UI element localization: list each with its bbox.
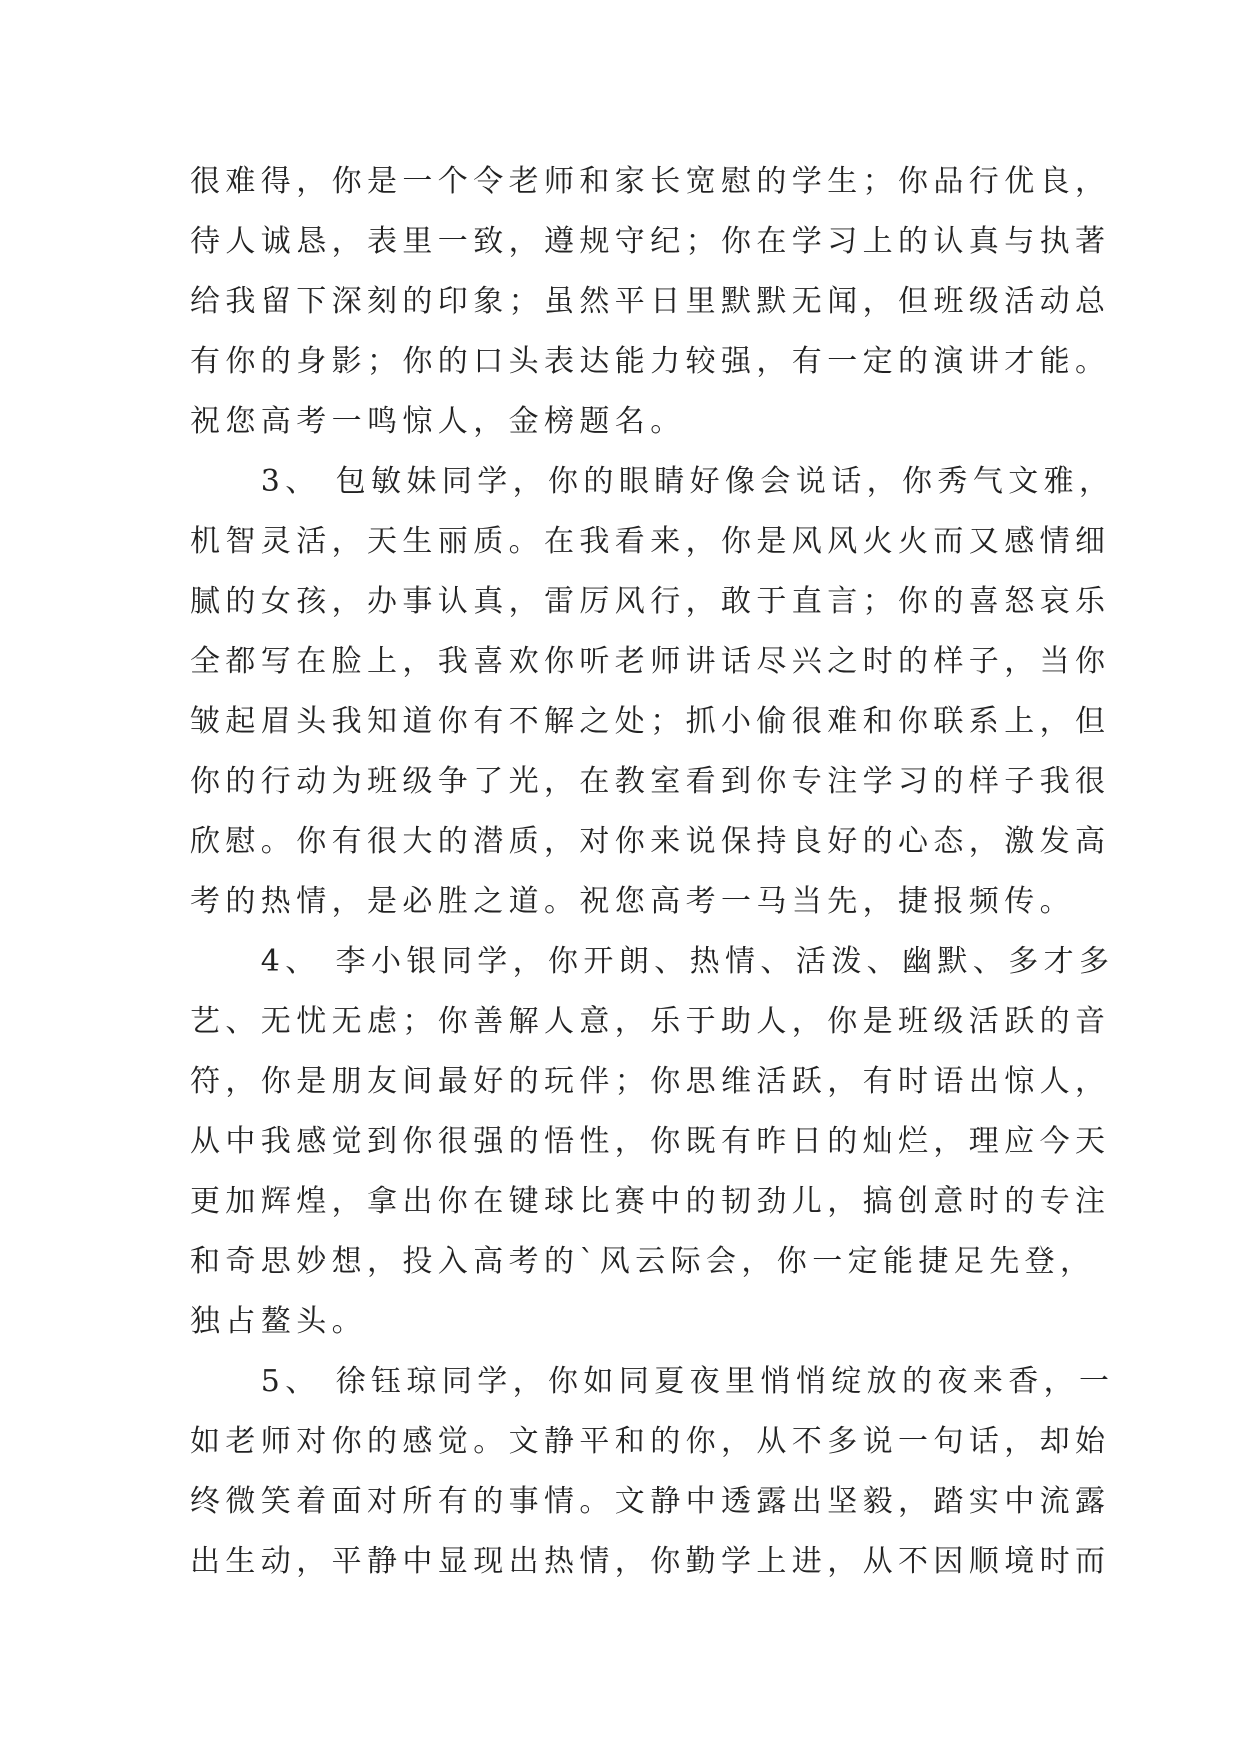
paragraph-4-first-line: 4、 李小银同学，你开朗、热情、活泼、幽默、多才多 [190, 944, 1115, 979]
text-line: 给我留下深刻的印象；虽然平日里默默无闻，但班级活动总 [190, 284, 1111, 319]
text-line: 和奇思妙想，投入高考的`风云际会，你一定能捷足先登， [190, 1244, 1096, 1279]
text-line: 腻的女孩，办事认真，雷厉风行，敢于直言；你的喜怒哀乐 [190, 584, 1111, 619]
text-line: 机智灵活，天生丽质。在我看来，你是风风火火而又感情细 [190, 524, 1111, 559]
text-line: 艺、无忧无虑；你善解人意，乐于助人，你是班级活跃的音 [190, 1004, 1111, 1039]
text-line: 出生动，平静中显现出热情，你勤学上进，从不因顺境时而 [190, 1544, 1111, 1579]
text-line: 更加辉煌，拿出你在键球比赛中的韧劲儿，搞创意时的专注 [190, 1184, 1111, 1219]
text-line: 终微笑着面对所有的事情。文静中透露出坚毅，踏实中流露 [190, 1484, 1111, 1519]
text-line: 皱起眉头我知道你有不解之处；抓小偷很难和你联系上，但 [190, 704, 1111, 739]
text-line: 祝您高考一鸣惊人，金榜题名。 [190, 404, 686, 439]
text-line: 如老师对你的感觉。文静平和的你，从不多说一句话，却始 [190, 1424, 1111, 1459]
body-text [190, 152, 1115, 1592]
text-line: 你的行动为班级争了光，在教室看到你专注学习的样子我很 [190, 764, 1111, 799]
text-line: 符，你是朋友间最好的玩伴；你思维活跃，有时语出惊人， [190, 1064, 1111, 1099]
text-line: 全都写在脸上，我喜欢你听老师讲话尽兴之时的样子，当你 [190, 644, 1111, 679]
text-line: 独占鳌头。 [190, 1304, 367, 1339]
text-line: 有你的身影；你的口头表达能力较强，有一定的演讲才能。 [190, 344, 1111, 379]
text-line: 考的热情，是必胜之道。祝您高考一马当先，捷报频传。 [190, 884, 1075, 919]
paragraph-3-first-line: 3、 包敏妹同学，你的眼睛好像会说话，你秀气文雅， [190, 464, 1115, 499]
text-line: 从中我感觉到你很强的悟性，你既有昨日的灿烂，理应今天 [190, 1124, 1111, 1159]
text-line: 待人诚恳，表里一致，遵规守纪；你在学习上的认真与执著 [190, 224, 1111, 259]
text-line: 很难得，你是一个令老师和家长宽慰的学生；你品行优良， [190, 164, 1111, 199]
text-line: 欣慰。你有很大的潜质，对你来说保持良好的心态，激发高 [190, 824, 1111, 859]
paragraph-5-first-line: 5、 徐钰琼同学，你如同夏夜里悄悄绽放的夜来香，一 [190, 1364, 1115, 1399]
